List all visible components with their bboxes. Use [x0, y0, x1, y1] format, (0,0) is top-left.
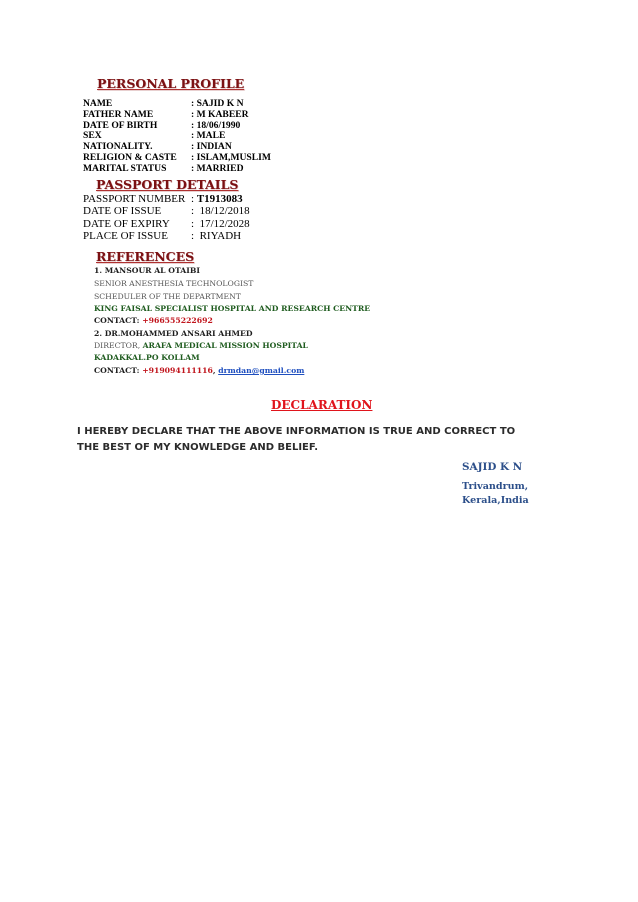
passport-sep: : [191, 217, 200, 230]
profile-label: DATE OF BIRTH [83, 119, 158, 131]
ref2-title: DIRECTOR, [94, 341, 143, 350]
references-heading: REFERENCES [96, 249, 195, 264]
passport-sep: : [191, 193, 197, 205]
passport-value: RIYADH [199, 230, 242, 243]
passport-label: PASSPORT NUMBER [83, 193, 186, 205]
profile-value: : MARRIED [191, 162, 244, 174]
signature-name: SAJID K N [462, 461, 523, 473]
ref1-role: SCHEDULER OF THE DEPARTMENT [94, 292, 241, 301]
ref2-name: 2. DR.MOHAMMED ANSARI AHMED [94, 329, 253, 338]
passport-row [83, 218, 250, 230]
profile-value: : ISLAM,MUSLIM [191, 151, 271, 163]
profile-value: : SAJID K N [191, 98, 244, 109]
profile-value: : MALE [191, 130, 226, 142]
passport-table [83, 193, 250, 243]
profile-label: NAME [83, 98, 113, 109]
passport-value: 18/12/2018 [199, 205, 250, 218]
ref2-organization: ARAFA MEDICAL MISSION HOSPITAL [142, 341, 308, 350]
passport-value: 17/12/2028 [199, 217, 250, 230]
profile-row [83, 121, 271, 132]
passport-label: DATE OF ISSUE [83, 205, 162, 218]
ref1-title: SENIOR ANESTHESIA TECHNOLOGIST [94, 279, 254, 288]
ref1-name: 1. MANSOUR AL OTAIBI [94, 266, 200, 275]
passport-sep: : [191, 230, 200, 243]
passport-row [83, 230, 250, 242]
ref2-email-link[interactable]: drmdan@gmail.com [218, 366, 305, 375]
profile-label: SEX [83, 130, 102, 142]
passport-details-heading: PASSPORT DETAILS [96, 177, 239, 192]
ref2-contact-line [94, 366, 304, 375]
profile-label: FATHER NAME [83, 108, 154, 120]
ref2-contact-separator: , [212, 366, 219, 375]
ref2-title-line [94, 341, 308, 350]
ref2-address: KADAKKAL.PO KOLLAM [94, 353, 200, 362]
passport-label: DATE OF EXPIRY [83, 217, 170, 230]
ref1-contact-label: CONTACT: [94, 316, 143, 325]
signature-place-line1: Trivandrum, [462, 481, 529, 492]
declaration-text: I HEREBY DECLARE THAT THE ABOVE INFORMATION IS TRUE AND CORRECT TO THE BEST OF MY KNOWLEDGE AND BELIEF. [77, 426, 516, 453]
ref2-phone: +919094111116 [142, 366, 213, 375]
ref1-contact-line [94, 316, 213, 325]
ref2-contact-label: CONTACT: [94, 366, 143, 375]
ref1-organization: KING FAISAL SPECIALIST HOSPITAL AND RESEARCH CENTRE [94, 304, 371, 313]
passport-row [83, 193, 250, 205]
profile-row [83, 164, 271, 175]
ref1-phone: +966555222692 [142, 316, 213, 325]
personal-profile-heading: PERSONAL PROFILE [97, 76, 245, 91]
profile-label: NATIONALITY. [83, 141, 153, 153]
profile-value: : 18/06/1990 [191, 119, 241, 131]
passport-row [83, 205, 250, 217]
profile-row [83, 110, 271, 121]
profile-label: MARITAL STATUS [83, 162, 167, 174]
profile-label: RELIGION & CASTE [83, 151, 177, 163]
signature-place-line2: Kerala,India [462, 495, 529, 506]
declaration-heading: DECLARATION [271, 398, 373, 412]
passport-sep: : [191, 205, 200, 218]
profile-value: : M KABEER [191, 108, 249, 120]
personal-profile-table [83, 99, 271, 175]
passport-label: PLACE OF ISSUE [83, 230, 168, 243]
passport-value: T1913083 [196, 193, 243, 205]
profile-value: : INDIAN [191, 141, 232, 153]
